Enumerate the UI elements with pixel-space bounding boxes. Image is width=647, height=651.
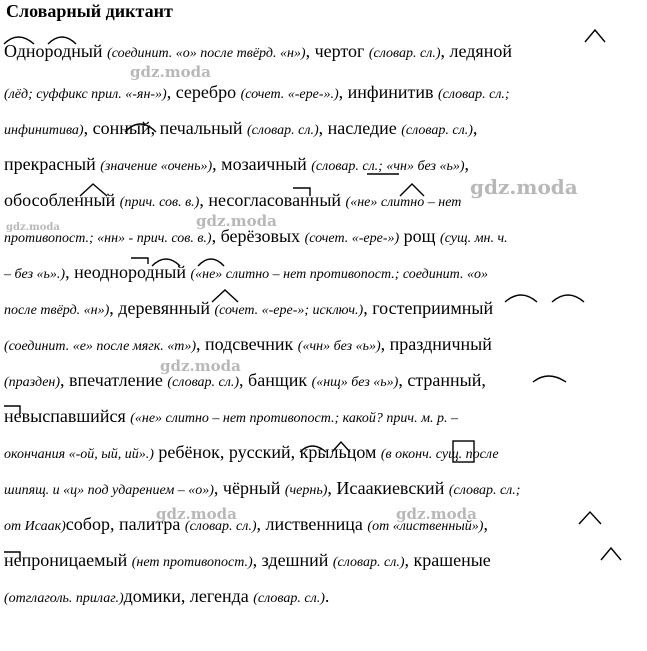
word-segment: , праздничный: [380, 334, 492, 354]
word-segment: Однородный: [4, 41, 108, 61]
grammar-note: («нщ» без «ь»): [311, 375, 399, 390]
word-segment: домики, легенда: [123, 586, 254, 606]
watermark: gdz.moda: [130, 63, 211, 81]
text-line: [4, 441, 499, 466]
word-segment: , чёрный: [213, 478, 285, 498]
word-segment: , лиственница: [256, 514, 368, 534]
grammar-note: противопост.; «нн» - прич. сов. в.): [4, 231, 212, 246]
word-segment: , сонный, печальный: [83, 118, 247, 138]
grammar-note: (сочет. «-ере-».): [240, 87, 339, 102]
grammar-note: (сочет. «-ере-»; исключ.): [214, 303, 364, 318]
suffix-mark: [601, 548, 621, 560]
watermark: gdz.moda: [156, 505, 237, 523]
grammar-note: (словар. сл.): [184, 519, 257, 534]
word-segment: .: [324, 586, 330, 606]
text-line: [4, 297, 493, 322]
grammar-note: («не» слитно – нет противопост.; какой? прич. м. р. –: [130, 411, 459, 426]
watermark: gdz.moda: [160, 357, 241, 375]
word-segment: ребёнок, русский, крыльцом: [153, 442, 381, 462]
grammar-note: (нет противопост.): [131, 555, 253, 570]
word-segment: , серебро: [166, 82, 241, 102]
text-line: [4, 81, 510, 106]
grammar-note: окончания «-ой, ый, ий».): [4, 447, 154, 462]
word-segment: , банщик: [239, 370, 312, 390]
grammar-note: (словар. сл.): [368, 46, 441, 61]
grammar-note: (словар. сл.; «чн» без «ь»): [311, 159, 465, 174]
grammar-note: – без «ь».): [4, 267, 66, 282]
text-line: [4, 117, 477, 142]
grammar-note: (словар. сл.): [167, 375, 240, 390]
word-segment: , берёзовых: [211, 226, 305, 246]
word-segment: , мозаичный: [212, 154, 312, 174]
grammar-note: (словар. сл.): [401, 123, 473, 138]
grammar-note: инфинитива): [4, 123, 84, 138]
word-segment: обособленный: [4, 190, 120, 210]
word-segment: , инфинитив: [338, 82, 438, 102]
text-line: [4, 189, 461, 214]
grammar-note: (словар. сл.;: [448, 483, 521, 498]
word-segment: , деревянный: [109, 298, 215, 318]
grammar-note: (соединит. «е» после мягк. «т»): [4, 339, 197, 354]
root-arc-mark: [552, 295, 584, 302]
text-line: [4, 369, 486, 394]
grammar-note: (словар. сл.): [253, 591, 325, 606]
root-arc-mark: [505, 295, 537, 302]
suffix-mark: [585, 30, 605, 42]
word-segment: ,: [464, 154, 470, 174]
page-title: Словарный диктант: [6, 1, 173, 21]
grammar-note: (словар. сл.;: [437, 87, 510, 102]
grammar-note: (значение «очень»): [100, 159, 213, 174]
word-segment: прекрасный: [4, 154, 101, 174]
grammar-note: от Исаак): [4, 519, 66, 534]
grammar-note: (словар. сл.): [247, 123, 319, 138]
text-line: [4, 153, 469, 178]
text-line: [4, 225, 508, 250]
text-line: [4, 513, 488, 538]
text-line: [4, 40, 512, 65]
grammar-note: (в оконч. сущ. после: [380, 447, 499, 462]
word-segment: непроницаемый: [4, 550, 132, 570]
grammar-note: после твёрд. «н»): [4, 303, 110, 318]
word-segment: ,: [483, 514, 488, 534]
grammar-note: (соединит. «о» после твёрд. «н»): [107, 46, 306, 61]
text-line: [4, 477, 520, 502]
grammar-note: (отглаголь. прилаг.): [4, 591, 124, 606]
grammar-note: («чн» без «ь»): [297, 339, 381, 354]
word-segment: , крашеные: [404, 550, 491, 570]
grammar-note: (чернь): [284, 483, 328, 498]
text-line: [4, 585, 329, 610]
grammar-note: (сущ. мн. ч.: [440, 231, 508, 246]
word-segment: рощ: [399, 226, 441, 246]
word-segment: собор, палитра: [65, 514, 185, 534]
root-arc-mark: [533, 376, 566, 382]
word-segment: ,: [472, 118, 478, 138]
grammar-note: («не» слитно – нет противопост.; соединит. «о»: [190, 267, 488, 282]
word-segment: , гостеприимный: [363, 298, 494, 318]
text-line: [4, 333, 492, 358]
grammar-note: (сочет. «-ере-»): [304, 231, 400, 246]
word-segment: , впечатление: [60, 370, 168, 390]
grammar-note: («не» слитно – нет: [345, 195, 462, 210]
watermark: gdz.moda: [196, 212, 277, 230]
watermark: gdz.moda: [470, 175, 578, 199]
word-segment: , несогласованный: [199, 190, 346, 210]
text-line: [4, 405, 458, 430]
grammar-note: (словар. сл.): [332, 555, 405, 570]
suffix-mark: [579, 512, 601, 524]
text-line: [4, 549, 491, 574]
word-segment: , странный,: [398, 370, 486, 390]
grammar-note: (празден): [4, 375, 61, 390]
word-segment: , ледяной: [440, 41, 512, 61]
text-line: [4, 261, 488, 286]
grammar-note: (от «лиственный»): [367, 519, 484, 534]
grammar-note: шипящ. и «ц» под ударением – «о»): [4, 483, 214, 498]
watermark: gdz.moda: [6, 222, 60, 233]
watermark: gdz.moda: [396, 505, 477, 523]
word-segment: невыспавшийся: [4, 406, 131, 426]
grammar-note: (прич. сов. в.): [119, 195, 200, 210]
word-segment: , подсвечник: [196, 334, 298, 354]
word-segment: , Исаакиевский: [327, 478, 449, 498]
word-segment: , наследие: [318, 118, 402, 138]
grammar-note: (лёд; суффикс прил. «-ян-»): [4, 87, 167, 102]
word-segment: , чертог: [305, 41, 369, 61]
word-segment: , здешний: [252, 550, 333, 570]
word-segment: , неоднородный: [65, 262, 191, 282]
